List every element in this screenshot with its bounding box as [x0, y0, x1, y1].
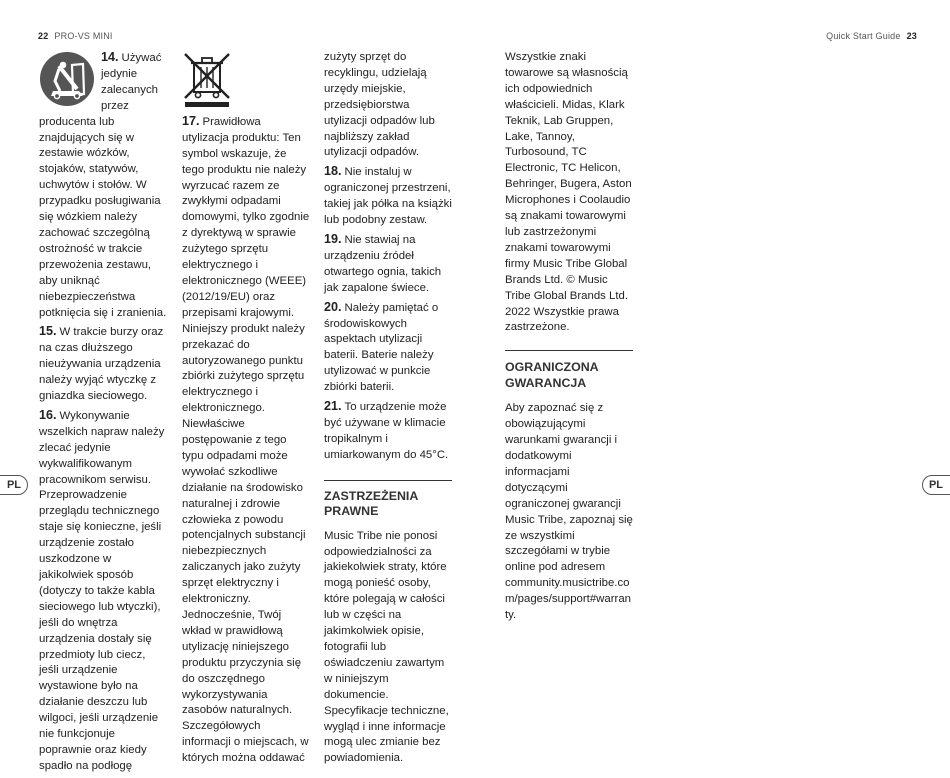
safety-item-15: [39, 324, 167, 405]
weee-crossed-bin-icon: [182, 50, 232, 114]
item-number: 21.: [324, 399, 342, 414]
product-title: PRO-VS MINI: [54, 31, 113, 41]
legal-disclaimer-text: Music Tribe nie ponosi odpowiedzialności za jakiekolwiek straty, które mogą ponieść osoby, które polegają w całości lub w części na jakimkolwiek opisie, fotografii lub oświadczeniu zawartym w niniejszym dokumencie. Specyfikacje techniczne, wygląd i inne informacje mogą ulec zmianie bez powiadomienia.: [324, 529, 449, 765]
safety-item-17: [182, 50, 310, 767]
safety-item-19: [324, 232, 452, 297]
safety-item-21: [324, 399, 452, 464]
column-3: [324, 50, 452, 770]
item-text: To urządzenie może być używane w klimacie tropikalnym i umiarkowanym do 45°C.: [324, 401, 449, 461]
item-number: 14.: [101, 50, 119, 64]
item-text: Nie stawiaj na urządzeniu źródeł otwartego ognia, takich jak zapalone świece.: [324, 233, 442, 294]
page-number-left: 22: [38, 31, 49, 41]
header-right: [826, 31, 917, 41]
item-text: Prawidłowa utylizacja produktu: Ten symbol wskazuje, że tego produktu nie należy wyrzucać razem ze zwykłymi odpadami domowymi, tylko zgodnie z dyrektywą w sprawie zużytego sprzętu elektrycznego i elektronicznego (WEEE) (2012/19/EU) oraz przepisami krajowymi. Niniejszy produkt należy przekazać do autoryzowanego punktu zbiórki zużytego sprzętu elektrycznego i elektronicznego. Niewłaściwe postępowanie z tego typu odpadami może wywołać szkodliwe działanie na środowisko naturalnej i zdrowie człowieka z powodu potencjalnych substancji niebezpiecznych zaliczanych jako zużyty sprzęt elektryczny i elektroniczny. Jednocześnie, Twój wkład w prawidłową utylizację niniejszego produktu przyczynia się do oszczędnego wykorzystywania zasobów naturalnych. Szczegółowych informacji o miejscach, w których można oddawać: [182, 115, 310, 765]
header-left: [38, 31, 113, 41]
item-number: 19.: [324, 231, 342, 246]
item-number: 16.: [39, 407, 57, 422]
item-text: Nie instaluj w ograniczonej przestrzeni, takiej jak półka na książki lub podobny zestaw.: [324, 166, 452, 227]
item-text: Należy pamiętać o środowiskowych aspektach utylizacji baterii. Baterie należy utylizować w punkcie zbiórki baterii.: [324, 301, 439, 394]
section-divider: [324, 480, 452, 481]
page-number-right: 23: [906, 31, 917, 41]
item-number: 20.: [324, 299, 342, 314]
safety-item-18: [324, 164, 452, 229]
item-number: 18.: [324, 164, 342, 179]
legal-disclaimer-heading: ZASTRZEŻENIA PRAWNE: [324, 488, 418, 518]
warranty-heading: [505, 359, 633, 391]
item-number: 15.: [39, 324, 57, 339]
warranty-heading-line-2: GWARANCJA: [505, 376, 587, 391]
section-divider: [505, 350, 633, 351]
cart-tipover-warning-icon: [39, 50, 95, 114]
item-number: 17.: [182, 113, 200, 128]
warranty-text: Aby zapoznać się z obowiązującymi warunkami gwarancji i dodatkowymi informacjami dotyczącymi ograniczonej gwarancji Music Tribe, zapoznaj się ze wszystkimi szczegółami w trybie online pod adresem community.musictribe.com/pages/support#warranty.: [505, 402, 633, 622]
item-text: Wykonywanie wszelkich napraw należy zlecać jedynie wykwalifikowanym pracownikom serwisu. Przeprowadzenie przeglądu technicznego staje się konieczne, jeśli urządzenie zostało uszkodzone w jakikolwiek sposób (dotyczy to także kabla sieciowego lub wtyczki), jeśli do wnętrza urządzenia dostały się przedmioty lub ciecz, jeśli urządzenie wystawione było na działanie deszczu lub wilgoci, jeśli urządzenie nie funkcjonuje poprawnie oraz kiedy spadło na podłogę: [39, 409, 165, 772]
item-text: Używać jedynie zalecanych przez producenta lub znajdujących się w zestawie wózków, stojaków, statywów, uchwytów i stołów. W przypadku posługiwania się wózkiem należy zachować szczególną ostrożność w trakcie przewożenia zestawu, aby uniknąć niebezpieczeństwa potknięcia się i zranienia.: [39, 52, 167, 319]
continued-text: zużyty sprzęt do recyklingu, udzielają urzędy miejskie, przedsiębiorstwa utylizacji odpadów lub najbliższy zakład utylizacji odpadów.: [324, 51, 435, 159]
column-4: [505, 50, 633, 627]
safety-item-16: [39, 408, 167, 775]
guide-title: Quick Start Guide: [826, 31, 901, 41]
trademark-notice: Wszystkie znaki towarowe są własnością ich odpowiednich właścicieli. Midas, Klark Teknik, Lab Gruppen, Lake, Tannoy, Turbosound, TC Electronic, TC Helicon, Behringer, Bugera, Aston Microphones i Coolaudio są znakami towarowymi lub zastrzeżonymi znakami towarowymi firmy Music Tribe Global Brands Ltd. © Music Tribe Global Brands Ltd. 2022 Wszystkie prawa zastrzeżone.: [505, 51, 632, 334]
language-tab-left: PL: [0, 475, 28, 495]
safety-item-20: [324, 300, 452, 396]
item-text: W trakcie burzy oraz na czas dłuższego nieużywania urządzenia należy wyjąć wtyczkę z gniazdka sieciowego.: [39, 326, 164, 403]
language-tab-right: PL: [922, 475, 950, 495]
column-1: [39, 50, 167, 778]
warranty-heading-line-1: OGRANICZONA: [505, 360, 599, 375]
column-2: [182, 50, 310, 770]
